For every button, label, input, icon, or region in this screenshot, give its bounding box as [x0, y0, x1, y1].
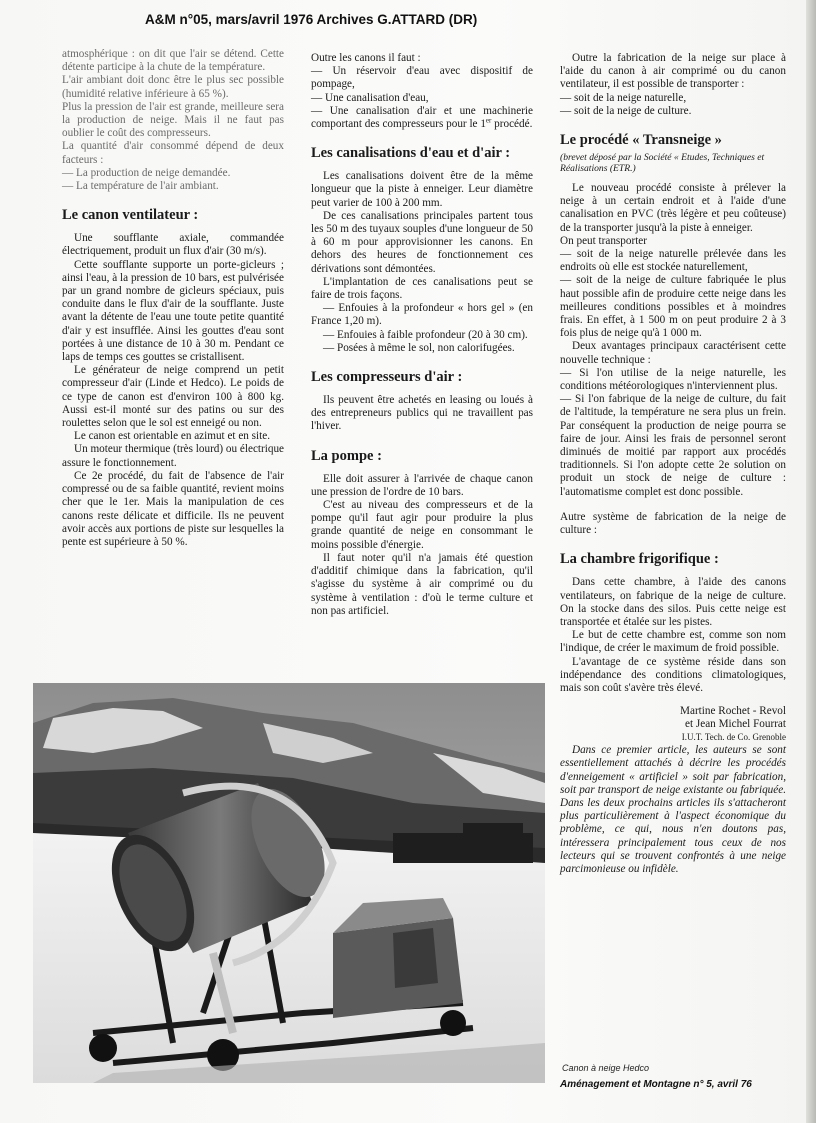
page-edge-shadow — [806, 0, 816, 1123]
paragraph-canal-1: Les canalisations doivent être de la même longueur que la piste à enneiger. Leur diamètre peut varier de 100 à 200 mm. — [311, 170, 533, 209]
paragraph-canal-2: De ces canalisations principales partent tous les 50 m des tuyaux souples d'une longueur de 50 à 60 m pour approvisionner les canons. En dehors des heures de fonctionnement ces dérivations sont démontées. — [311, 209, 533, 275]
paragraph-chambre-2: Le but de cette chambre est, comme son nom l'indique, de créer le maximum de froid possible. — [560, 629, 786, 655]
list-item-facteur-1: — La production de neige demandée. — [62, 166, 231, 179]
heading-pompe: La pompe : — [311, 447, 382, 464]
paragraph-outre-canons: Outre les canons il faut : — [311, 52, 421, 64]
list-item-trans-culture: — soit de la neige de culture fabriquée le plus haut possible afin de produire cette neige dans les meilleures conditions possibles et à moindres frais. En effet, à 1 500 m on peut produire 2 à 3 fois plus de neige qu'à 1 000 m. — [560, 274, 786, 340]
list-item-neige-culture: — soit de la neige de culture. — [560, 104, 692, 117]
snow-cannon-illustration — [33, 683, 545, 1083]
list-item-hors-gel: — Enfouies à la profondeur « hors gel » (en France 1,20 m). — [311, 302, 533, 328]
paragraph-trans-2: On peut transporter — [560, 234, 647, 247]
editorial-note: Dans ce premier article, les auteurs se sont essentiellement attachés à décrire les procédés d'enneigement « artificiel » soit par fabrication, soit par transport de neige existante ou fabriquée. Dans les deux prochains articles ils s'attacheront plus particulièrement à l'aspect économique du problème, ce qui, nous n'en doutons pas, intéressera principalement tous ceux de nos lecteurs qui se trouvent confrontés à une neige parcimonieuse ou infidèle. — [560, 744, 786, 875]
paragraph-chambre-1: Dans cette chambre, à l'aide des canons ventilateurs, on fabrique de la neige de culture. On la stocke dans des silos. Puis cette neige est transportée et étalée sur les pistes. — [560, 576, 786, 628]
snow-cannon-photo — [33, 683, 545, 1083]
list-item-trans-naturelle: — soit de la neige naturelle prélevée dans les endroits où elle est stockée naturellement, — [560, 248, 786, 274]
paragraph-pompe-3: Il faut noter qu'il n'a jamais été question d'additif chimique dans la fabrication, qu'il s'agisse du système à air comprimé ou du système à ventilation : d'où le terme culture et non pas artificiel. — [311, 551, 533, 617]
author-2: et Jean Michel Fourrat — [685, 718, 786, 731]
heading-canon-ventilateur: Le canon ventilateur : — [62, 207, 199, 224]
paragraph-porte-gicleurs: Cette soufflante supporte un porte-gicleurs ; ainsi l'eau, à la pression de 10 bars, est pulvérisée par un grand nombre de gicleurs spéciaux, puis conduite dans le flux d'air de la soufflante. Juste avant la détente de l'eau une toute petite quantité d'air y est insufflée. Ainsi les gouttes d'eau sont portées à une distance de 10 à 30 m. Pendant ce laps de temps ces gouttes se cristallisent. — [62, 258, 284, 364]
paragraph-pompe-2: C'est au niveau des compresseurs et de la pompe qu'il faut agir pour produire la plus grande quantité de neige en consommant le moins possible d'énergie. — [311, 499, 533, 551]
paragraph-2e-procede: Ce 2e procédé, du fait de l'absence de l'air compressé ou de sa faible quantité, revient moins cher que le 1er. Mais la manipulation de ces canons reste délicate et difficile. Ils ne peuvent avoir accès aux portions de piste sur lesquelles la pente est supérieure à 50 %. — [62, 469, 284, 548]
paragraph-quantite: La quantité d'air consommé dépend de deux facteurs : — [62, 140, 284, 166]
column-3 — [560, 52, 786, 876]
heading-canalisations: Les canalisations d'eau et d'air : — [311, 145, 511, 162]
column-2 — [311, 52, 533, 618]
list-item-neige-naturelle: — soit de la neige naturelle, — [560, 91, 687, 104]
note-brevet: (brevet déposé par la Société « Etudes, Techniques et Réalisations (ETR.) — [560, 152, 765, 175]
paragraph-chambre-3: L'avantage de ce système réside dans son indépendance des conditions climatologiques, mais son coût s'avère très élevé. — [560, 655, 786, 694]
signature-block — [560, 705, 786, 744]
paragraph-soufflante: Une soufflante axiale, commandée électriquement, produit un flux d'air (30 m/s). — [62, 232, 284, 258]
paragraph-autre-systeme: Autre système de fabrication de la neige de culture : — [560, 510, 786, 537]
heading-compresseurs: Les compresseurs d'air : — [311, 369, 463, 386]
heading-chambre-frigorifique: La chambre frigorifique : — [560, 551, 719, 568]
list-item-meme-sol: — Posées à même le sol, non calorifugées. — [323, 341, 515, 354]
paragraph-pression: Plus la pression de l'air est grande, meilleure sera la production de neige. Mais il ne faut pas oublier le coût des compresseurs. — [62, 100, 284, 140]
paragraph-pompe-1: Elle doit assurer à l'arrivée de chaque canon une pression de l'ordre de 10 bars. — [311, 472, 533, 498]
photo-caption: Canon à neige Hedco — [562, 1063, 650, 1073]
paragraph-trans-1: Le nouveau procédé consiste à prélever la neige à un certain endroit et à l'aide d'une canalisation en PVC (très légère et peu coûteuse) de la transporter jusqu'à la piste à enneiger. — [560, 182, 786, 234]
intro-paragraph: atmosphérique : on dit que l'air se détend. Cette détente participe à la chute de la température. — [62, 48, 284, 74]
list-item-reservoir: — Un réservoir d'eau avec dispositif de pompage, — [311, 65, 533, 91]
paragraph-outre-fabrication: Outre la fabrication de la neige sur place à l'aide du canon à air comprimé ou du canon ventilateur, il est possible de transporter : — [560, 52, 786, 91]
paragraph-canal-3: L'implantation de ces canalisations peut se faire de trois façons. — [311, 275, 533, 302]
paragraph-poids: Le générateur de neige comprend un petit compresseur d'air (Linde et Hedco). Le poids de ce type de canon est d'environ 100 à 800 kg. Aussi est-il monté sur des patins ou sur des roulettes selon que le sol est enneigé ou non. — [62, 364, 284, 430]
paragraph-moteur: Un moteur thermique (très lourd) ou électrique assure le fonctionnement. — [62, 443, 285, 469]
list-item-canalisation-air: — Une canalisation d'air et une machinerie comportant des compresseurs pour le 1er procédé. — [311, 104, 533, 131]
paragraph-orientable: Le canon est orientable en azimut et en site. — [74, 430, 271, 443]
column-1 — [62, 48, 284, 549]
page-footer: Aménagement et Montagne n° 5, avril 76 — [560, 1079, 752, 1090]
author-1: Martine Rochet - Revol — [680, 705, 786, 718]
paragraph-compresseurs: Ils peuvent être achetés en leasing ou loués à des entrepreneurs publics qui ne travaillent pas l'hiver. — [311, 394, 533, 433]
paragraph-avantages: Deux avantages principaux caractérisent cette nouvelle technique : — [560, 340, 786, 366]
list-item-facteur-2: — La température de l'air ambiant. — [62, 180, 219, 193]
heading-transneige: Le procédé « Transneige » — [560, 132, 722, 149]
list-item-avantage-2: — Si l'on fabrique de la neige de culture, du fait de l'altitude, la température ne sera plus un frein. Par conséquent la production de neige pourra se faire de jour. Ainsi les frais de personnel seront diminués de moitié par rapport aux procédés traditionnels. Si l'on adopte cette 2e solution on produit un stock de neige de culture : l'automatisme complet est donc possible. — [560, 393, 786, 498]
author-affiliation: I.U.T. Tech. de Co. Grenoble — [681, 732, 786, 743]
list-item-faible-profondeur: — Enfouies à faible profondeur (20 à 30 cm). — [323, 328, 528, 341]
paragraph-air-sec: L'air ambiant doit donc être le plus sec possible (humidité relative inférieure à 65 %). — [62, 74, 284, 100]
archive-header: A&M n°05, mars/avril 1976 Archives G.ATTARD (DR) — [145, 12, 478, 27]
list-item-canalisation-eau: — Une canalisation d'eau, — [311, 91, 429, 104]
list-item-avantage-1: — Si l'on utilise de la neige naturelle, les conditions météorologiques n'interviennent plus. — [560, 366, 786, 393]
